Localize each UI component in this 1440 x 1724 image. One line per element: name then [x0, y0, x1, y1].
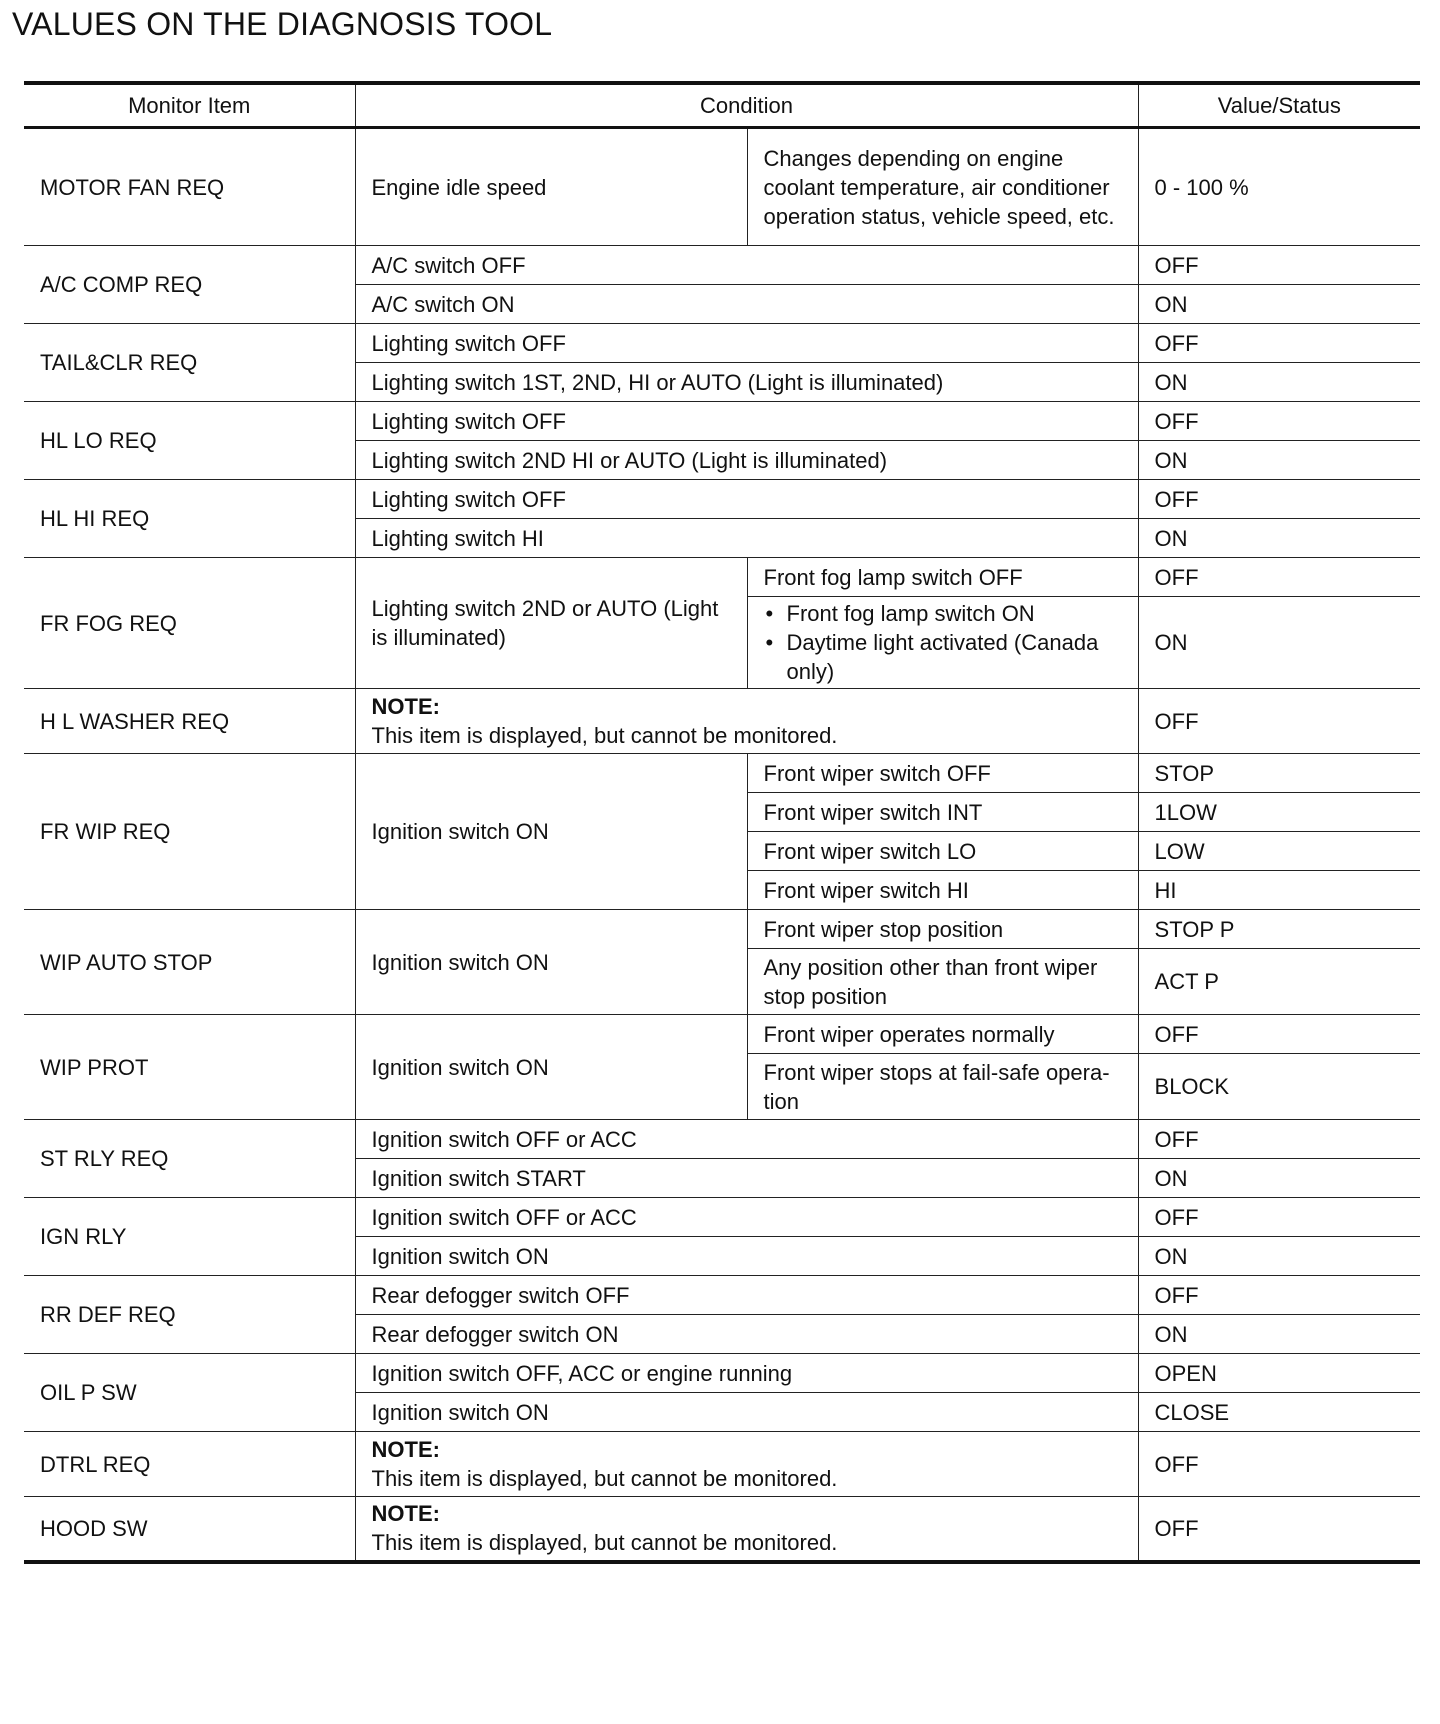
table-row — [24, 1497, 1420, 1562]
condition-cell: Ignition switch ON — [355, 754, 747, 910]
page-title: VALUES ON THE DIAGNOSIS TOOL — [12, 6, 553, 42]
table-row — [24, 1015, 1420, 1054]
monitor-values-table — [24, 81, 1420, 1564]
value-cell: 1LOW — [1138, 793, 1420, 832]
condition-cell: Ignition switch ON — [355, 1393, 1138, 1432]
sub-condition-cell: Front wiper switch OFF — [747, 754, 1138, 793]
value-cell: OFF — [1138, 1198, 1420, 1237]
monitor-item: HOOD SW — [24, 1497, 355, 1562]
monitor-item: RR DEF REQ — [24, 1276, 355, 1354]
note-text: This item is displayed, but cannot be monitored. — [371, 1530, 838, 1556]
condition-cell: Ignition switch START — [355, 1159, 1138, 1198]
sub-condition-cell: Front wiper switch LO — [747, 832, 1138, 871]
value-cell: OFF — [1138, 402, 1420, 441]
monitor-item: HL LO REQ — [24, 402, 355, 480]
condition-cell: Rear defogger switch ON — [355, 1315, 1138, 1354]
condition-cell: Engine idle speed — [355, 128, 747, 246]
note-label: NOTE: — [371, 1501, 440, 1527]
monitor-item: A/C COMP REQ — [24, 246, 355, 324]
table-row — [24, 1276, 1420, 1315]
value-cell: OFF — [1138, 689, 1420, 754]
value-cell: STOP P — [1138, 910, 1420, 949]
value-cell: BLOCK — [1138, 1054, 1420, 1120]
value-cell: HI — [1138, 871, 1420, 910]
monitor-item: DTRL REQ — [24, 1432, 355, 1497]
value-cell: ACT P — [1138, 949, 1420, 1015]
sub-condition-cell: Front fog lamp switch OFF — [747, 558, 1138, 597]
monitor-item: OIL P SW — [24, 1354, 355, 1432]
note-label: NOTE: — [371, 1437, 440, 1462]
condition-cell: Ignition switch OFF, ACC or engine running — [355, 1354, 1138, 1393]
header-condition: Condition — [355, 83, 1138, 128]
value-cell: OFF — [1138, 1276, 1420, 1315]
value-cell: CLOSE — [1138, 1393, 1420, 1432]
note-label: NOTE: — [371, 694, 440, 719]
monitor-item: IGN RLY — [24, 1198, 355, 1276]
value-cell: OFF — [1138, 1015, 1420, 1054]
table-row — [24, 910, 1420, 949]
value-cell: OPEN — [1138, 1354, 1420, 1393]
monitor-item: HL HI REQ — [24, 480, 355, 558]
header-value-status: Value/Status — [1138, 83, 1420, 128]
sub-condition-cell — [747, 597, 1138, 689]
monitor-item: WIP AUTO STOP — [24, 910, 355, 1015]
value-cell: OFF — [1138, 480, 1420, 519]
value-cell: ON — [1138, 597, 1420, 689]
header-monitor-item: Monitor Item — [24, 83, 355, 128]
table-row — [24, 128, 1420, 246]
table-row — [24, 1432, 1420, 1497]
monitor-item: H L WASHER REQ — [24, 689, 355, 754]
condition-cell: Lighting switch 2ND or AUTO (Light is illuminated) — [355, 558, 747, 689]
value-cell: ON — [1138, 1315, 1420, 1354]
value-cell: OFF — [1138, 558, 1420, 597]
value-cell: 0 - 100 % — [1138, 128, 1420, 246]
table-row — [24, 689, 1420, 754]
condition-cell: Ignition switch OFF or ACC — [355, 1198, 1138, 1237]
sub-condition-cell: Any position other than front wiper stop position — [747, 949, 1138, 1015]
table-row — [24, 480, 1420, 519]
monitor-item: FR WIP REQ — [24, 754, 355, 910]
value-cell: OFF — [1138, 1120, 1420, 1159]
bullet-item: • Daytime light activated (Canada only) — [764, 628, 1122, 686]
note-text: This item is displayed, but cannot be monitored. — [371, 723, 838, 748]
value-cell: OFF — [1138, 324, 1420, 363]
condition-cell: Lighting switch OFF — [355, 480, 1138, 519]
condition-cell: A/C switch ON — [355, 285, 1138, 324]
condition-cell: Ignition switch ON — [355, 910, 747, 1015]
sub-condition-cell: Front wiper stops at fail-safe opera-tion — [747, 1054, 1138, 1120]
note-text: This item is displayed, but cannot be monitored. — [371, 1466, 838, 1491]
table-row — [24, 754, 1420, 793]
condition-cell: Lighting switch OFF — [355, 324, 1138, 363]
value-cell: OFF — [1138, 1432, 1420, 1497]
note-cell — [355, 1497, 1138, 1562]
table-row — [24, 324, 1420, 363]
condition-cell: A/C switch OFF — [355, 246, 1138, 285]
table-row — [24, 246, 1420, 285]
value-cell: ON — [1138, 285, 1420, 324]
value-cell: ON — [1138, 1159, 1420, 1198]
condition-cell: Ignition switch ON — [355, 1237, 1138, 1276]
table-row — [24, 1198, 1420, 1237]
condition-cell: Lighting switch 2ND HI or AUTO (Light is illuminated) — [355, 441, 1138, 480]
condition-cell: Lighting switch OFF — [355, 402, 1138, 441]
value-cell: ON — [1138, 1237, 1420, 1276]
monitor-item: TAIL&CLR REQ — [24, 324, 355, 402]
table-row — [24, 558, 1420, 597]
bullet-item: • Front fog lamp switch ON — [764, 599, 1122, 628]
sub-condition-cell: Front wiper stop position — [747, 910, 1138, 949]
condition-cell: Lighting switch 1ST, 2ND, HI or AUTO (Light is illuminated) — [355, 363, 1138, 402]
monitor-item: FR FOG REQ — [24, 558, 355, 689]
monitor-item: ST RLY REQ — [24, 1120, 355, 1198]
sub-condition-cell: Changes depending on engine coolant temperature, air conditioner operation status, vehicle speed, etc. — [747, 128, 1138, 246]
sub-condition-cell: Front wiper switch HI — [747, 871, 1138, 910]
table-row — [24, 402, 1420, 441]
value-cell: STOP — [1138, 754, 1420, 793]
table-row — [24, 1120, 1420, 1159]
condition-cell: Ignition switch ON — [355, 1015, 747, 1120]
note-cell — [355, 1432, 1138, 1497]
monitor-item: MOTOR FAN REQ — [24, 128, 355, 246]
value-cell: OFF — [1138, 246, 1420, 285]
value-cell: LOW — [1138, 832, 1420, 871]
value-cell: OFF — [1138, 1497, 1420, 1562]
value-cell: ON — [1138, 363, 1420, 402]
bullet-list — [764, 599, 1122, 686]
table-row — [24, 1354, 1420, 1393]
value-cell: ON — [1138, 519, 1420, 558]
value-cell: ON — [1138, 441, 1420, 480]
condition-cell: Ignition switch OFF or ACC — [355, 1120, 1138, 1159]
sub-condition-cell: Front wiper operates normally — [747, 1015, 1138, 1054]
note-cell — [355, 689, 1138, 754]
condition-cell: Lighting switch HI — [355, 519, 1138, 558]
sub-condition-cell: Front wiper switch INT — [747, 793, 1138, 832]
condition-cell: Rear defogger switch OFF — [355, 1276, 1138, 1315]
monitor-item: WIP PROT — [24, 1015, 355, 1120]
table-header-row — [24, 83, 1420, 128]
